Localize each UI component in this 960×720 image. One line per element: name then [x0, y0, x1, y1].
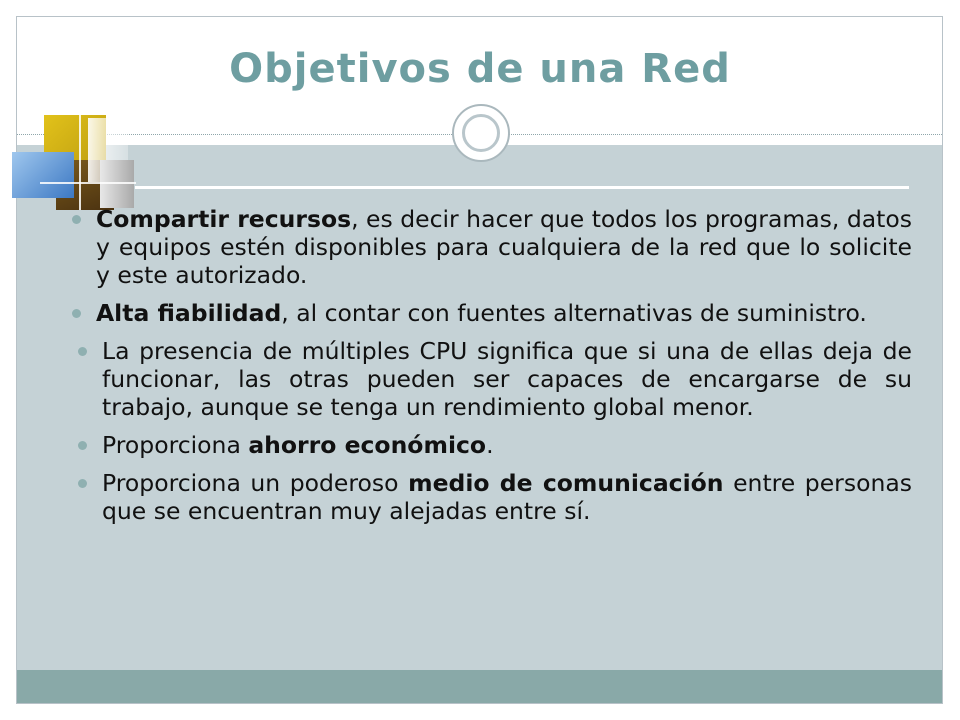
decorative-horizontal-line [40, 182, 136, 184]
bullet-bold-text: Compartir recursos [96, 205, 352, 233]
bullet-dot-icon [72, 309, 81, 318]
bullet-dot-icon [78, 479, 87, 488]
bullet-text: La presencia de múltiples CPU significa que si una de ellas deja de funcionar, las otras pueden ser capaces de encargarse de su trabajo, aunque se tenga un rendimiento global menor. [102, 337, 912, 421]
bullet-prefix-text: Proporciona [102, 431, 249, 459]
bullet-text: , es decir hacer que todos los programas, datos y equipos estén disponibles para cualquiera de la red que lo solicite y este autorizado. [96, 205, 912, 289]
decorative-grey-square [100, 160, 134, 208]
bullet-prefix-text: Proporciona un poderoso [102, 469, 409, 497]
bullet-list [70, 205, 912, 535]
bullet-bold-text: ahorro económico [248, 431, 487, 459]
slide-title: Objetivos de una Red [229, 46, 731, 92]
bullet-item [76, 469, 912, 525]
bullet-item [70, 299, 912, 327]
decorative-blue-square [12, 152, 74, 198]
bullet-item [76, 431, 912, 459]
bullet-item [70, 205, 912, 289]
bullet-bold-text: medio de comunicación [408, 469, 724, 497]
bullet-dot-icon [72, 215, 81, 224]
bullet-dot-icon [78, 347, 87, 356]
bullet-suffix-text: entre personas que se encuentran muy alejadas entre sí. [102, 469, 913, 525]
bullet-item [76, 337, 912, 421]
bullet-bold-text: Alta fiabilidad [96, 299, 282, 327]
circle-ornament-icon [452, 104, 510, 162]
bullet-dot-icon [78, 441, 87, 450]
circle-ornament-inner [462, 114, 500, 152]
decorative-vertical-line [79, 104, 81, 210]
bullet-text: , al contar con fuentes alternativas de suministro. [281, 299, 867, 327]
bullet-suffix-text: . [486, 431, 494, 459]
content-rule [135, 186, 909, 189]
